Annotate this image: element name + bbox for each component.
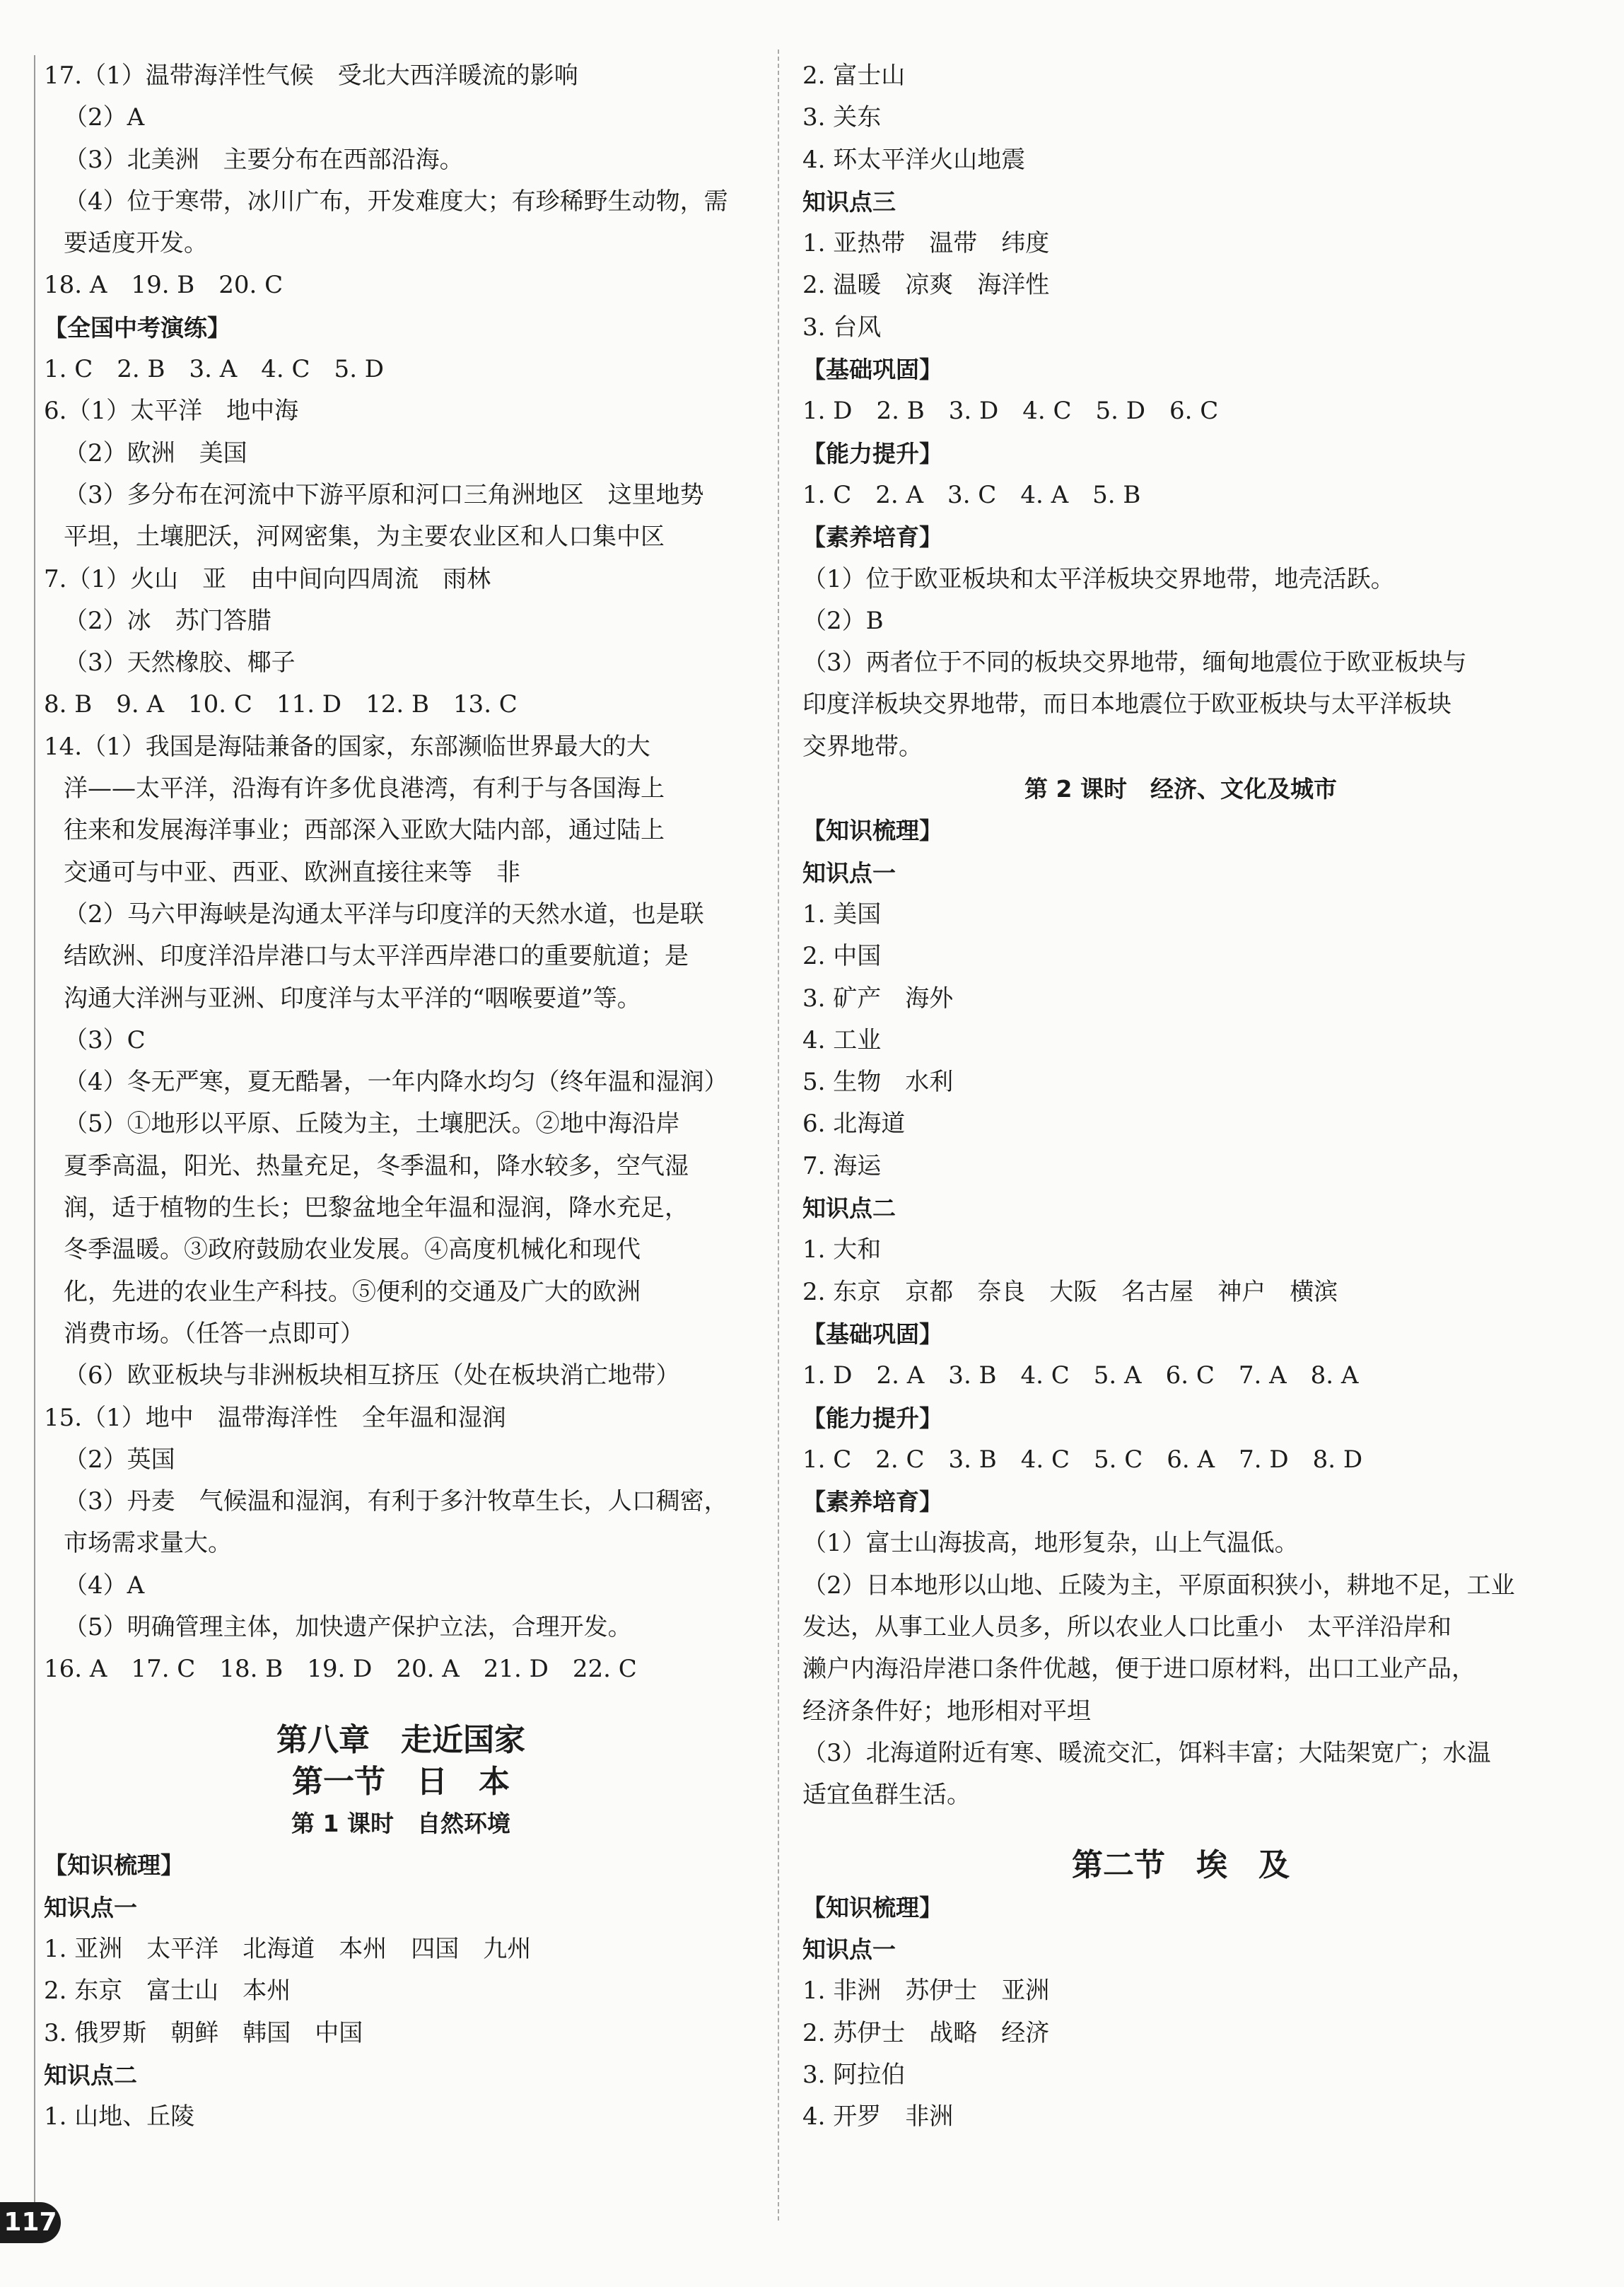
text-line: 3. 台风 bbox=[802, 313, 882, 342]
text-line: （3）北美洲 主要分布在西部沿海。 bbox=[64, 145, 464, 174]
text-line: （6）欧亚板块与非洲板块相互挤压（处在板块消亡地带） bbox=[64, 1361, 680, 1390]
text-line: 2. 富士山 bbox=[802, 62, 906, 90]
text-line: （1）富士山海拔高，地形复杂，山上气温低。 bbox=[802, 1529, 1299, 1558]
text-line: 15.（1）地中 温带海洋性 全年温和湿润 bbox=[44, 1403, 506, 1432]
text-line: 4. 开罗 非洲 bbox=[802, 2102, 954, 2131]
text-line: 洋——太平洋，沿海有许多优良港湾，有利于与各国海上 bbox=[64, 774, 665, 803]
text-line: 【能力提升】 bbox=[802, 439, 942, 467]
text-line: 1. 亚热带 温带 纬度 bbox=[802, 229, 1050, 258]
text-line: 8. B 9. A 10. C 11. D 12. B 13. C bbox=[44, 690, 518, 719]
section-heading: 第二节 埃 及 bbox=[1072, 1847, 1290, 1884]
text-line: 消费市场。（任答一点即可） bbox=[64, 1319, 364, 1348]
section-heading: 第 1 课时 自然环境 bbox=[291, 1810, 510, 1838]
text-line: 2. 中国 bbox=[802, 942, 882, 971]
text-line: （2）B bbox=[802, 606, 884, 635]
text-line: 【知识梳理】 bbox=[44, 1851, 184, 1880]
text-line: 1. 亚洲 太平洋 北海道 本州 四国 九州 bbox=[44, 1935, 532, 1964]
text-line: 往来和发展海洋事业；西部深入亚欧大陆内部，通过陆上 bbox=[64, 816, 665, 845]
text-line: 1. C 2. B 3. A 4. C 5. D bbox=[44, 355, 385, 384]
right-column bbox=[802, 55, 1559, 2138]
spacer bbox=[802, 1816, 1559, 1844]
text-line: 1. D 2. A 3. B 4. C 5. A 6. C 7. A 8. A bbox=[802, 1361, 1359, 1390]
text-line: 4. 环太平洋火山地震 bbox=[802, 145, 1026, 174]
text-line: 6.（1）太平洋 地中海 bbox=[44, 397, 299, 426]
text-line: （2）冰 苏门答腊 bbox=[64, 606, 271, 635]
text-line: 5. 生物 水利 bbox=[802, 1068, 954, 1097]
text-line: 3. 关东 bbox=[802, 103, 882, 132]
section-heading: 第 2 课时 经济、文化及城市 bbox=[1024, 775, 1337, 803]
text-line: 【全国中考演练】 bbox=[44, 313, 230, 342]
text-line: 【基础巩固】 bbox=[802, 356, 942, 384]
column-divider bbox=[778, 50, 779, 2221]
text-line: 7.（1）火山 亚 由中间向四周流 雨林 bbox=[44, 564, 491, 593]
text-line: 润，适于植物的生长；巴黎盆地全年温和湿润，降水充足， bbox=[64, 1194, 689, 1223]
text-line: 4. 工业 bbox=[802, 1025, 882, 1054]
text-line: 知识点一 bbox=[802, 859, 896, 887]
text-line: 1. 大和 bbox=[802, 1235, 882, 1264]
text-line: （4）位于寒带，冰川广布，开发难度大；有珍稀野生动物，需 bbox=[64, 187, 728, 216]
text-line: 交通可与中亚、西亚、欧洲直接往来等 非 bbox=[64, 858, 520, 887]
text-line: 【能力提升】 bbox=[802, 1404, 942, 1432]
left-column bbox=[44, 55, 758, 2138]
text-line: 结欧洲、印度洋沿岸港口与太平洋西岸港口的重要航道；是 bbox=[64, 942, 689, 971]
text-line: 【素养培育】 bbox=[802, 523, 942, 552]
text-line: 2. 东京 富士山 本州 bbox=[44, 1977, 291, 2006]
text-line: 沟通大洋洲与亚洲、印度洋与太平洋的“咽喉要道”等。 bbox=[64, 984, 641, 1013]
text-line: 【知识梳理】 bbox=[802, 817, 942, 845]
text-line: 知识点二 bbox=[802, 1194, 896, 1223]
text-line: （2）A bbox=[64, 103, 145, 132]
text-line: （3）两者位于不同的板块交界地带，缅甸地震位于欧亚板块与 bbox=[802, 648, 1467, 677]
page-number: 117 bbox=[0, 2202, 61, 2243]
text-line: （3）C bbox=[64, 1025, 146, 1054]
text-line: （2）欧洲 美国 bbox=[64, 438, 247, 467]
text-line: 知识点一 bbox=[802, 1936, 896, 1964]
text-line: 3. 俄罗斯 朝鲜 韩国 中国 bbox=[44, 2018, 363, 2047]
text-line: 化，先进的农业生产科技。⑤便利的交通及广大的欧洲 bbox=[64, 1277, 641, 1306]
text-line: 适宜鱼群生活。 bbox=[802, 1781, 971, 1810]
text-line: 【知识梳理】 bbox=[802, 1893, 942, 1921]
text-line: 6. 北海道 bbox=[802, 1110, 906, 1139]
text-line: 濑户内海沿岸港口条件优越，便于进口原材料，出口工业产品， bbox=[802, 1655, 1476, 1684]
text-line: 交界地带。 bbox=[802, 732, 923, 761]
text-line: （5）①地形以平原、丘陵为主，土壤肥沃。②地中海沿岸 bbox=[64, 1110, 680, 1139]
text-line: 知识点一 bbox=[44, 1893, 137, 1921]
text-line: 夏季高温，阳光、热量充足，冬季温和，降水较多，空气湿 bbox=[64, 1151, 689, 1180]
section-heading: 第八章 走近国家 bbox=[276, 1721, 525, 1758]
text-line: 1. C 2. A 3. C 4. A 5. B bbox=[802, 480, 1141, 509]
text-line: 17.（1）温带海洋性气候 受北大西洋暖流的影响 bbox=[44, 62, 578, 90]
text-line: 印度洋板块交界地带，而日本地震位于欧亚板块与太平洋板块 bbox=[802, 690, 1451, 719]
text-line: 平坦，土壤肥沃，河网密集，为主要农业区和人口集中区 bbox=[64, 523, 665, 552]
text-line: 经济条件好；地形相对平坦 bbox=[802, 1697, 1091, 1726]
section-heading: 第一节 日 本 bbox=[292, 1763, 510, 1800]
text-line: 1. 非洲 苏伊士 亚洲 bbox=[802, 1977, 1050, 2006]
text-line: （5）明确管理主体，加快遗产保护立法，合理开发。 bbox=[64, 1612, 632, 1641]
text-line: 冬季温暖。③政府鼓励农业发展。④高度机械化和现代 bbox=[64, 1235, 641, 1264]
text-line: 【基础巩固】 bbox=[802, 1320, 942, 1348]
text-line: （2）英国 bbox=[64, 1445, 175, 1474]
text-line: （3）天然橡胶、椰子 bbox=[64, 648, 296, 677]
text-line: 3. 阿拉伯 bbox=[802, 2060, 906, 2089]
text-line: 1. 山地、丘陵 bbox=[44, 2102, 195, 2131]
text-line: （1）位于欧亚板块和太平洋板块交界地带，地壳活跃。 bbox=[802, 564, 1395, 593]
text-line: （2）日本地形以山地、丘陵为主，平原面积狭小，耕地不足，工业 bbox=[802, 1571, 1515, 1600]
text-line: 14.（1）我国是海陆兼备的国家，东部濒临世界最大的大 bbox=[44, 732, 650, 761]
text-line: 1. 美国 bbox=[802, 900, 882, 929]
text-line: 1. D 2. B 3. D 4. C 5. D 6. C bbox=[802, 397, 1219, 426]
spacer bbox=[44, 1691, 758, 1719]
text-line: （3）丹麦 气候温和湿润，有利于多汁牧草生长，人口稠密， bbox=[64, 1487, 728, 1516]
text-line: 16. A 17. C 18. B 19. D 20. A 21. D 22. C bbox=[44, 1655, 637, 1684]
text-line: 1. C 2. C 3. B 4. C 5. C 6. A 7. D 8. D bbox=[802, 1445, 1363, 1474]
text-line: （2）马六甲海峡是沟通太平洋与印度洋的天然水道，也是联 bbox=[64, 900, 704, 929]
text-line: 发达，从事工业人员多，所以农业人口比重小 太平洋沿岸和 bbox=[802, 1612, 1451, 1641]
text-line: 知识点二 bbox=[44, 2061, 137, 2089]
text-line: 2. 苏伊士 战略 经济 bbox=[802, 2018, 1050, 2047]
text-line: 7. 海运 bbox=[802, 1151, 882, 1180]
text-line: （4）冬无严寒，夏无酷暑，一年内降水均匀（终年温和湿润） bbox=[64, 1068, 728, 1097]
text-line: 18. A 19. B 20. C bbox=[44, 271, 284, 300]
text-line: （3）多分布在河流中下游平原和河口三角洲地区 这里地势 bbox=[64, 480, 704, 509]
text-line: 2. 东京 京都 奈良 大阪 名古屋 神户 横滨 bbox=[802, 1277, 1338, 1306]
text-line: 市场需求量大。 bbox=[64, 1529, 232, 1558]
left-margin-rule bbox=[34, 55, 35, 2219]
text-line: 知识点三 bbox=[802, 187, 896, 216]
text-line: 2. 温暖 凉爽 海洋性 bbox=[802, 271, 1050, 300]
text-line: 要适度开发。 bbox=[64, 229, 208, 258]
text-line: （4）A bbox=[64, 1571, 145, 1600]
text-line: 【素养培育】 bbox=[802, 1488, 942, 1516]
text-line: 3. 矿产 海外 bbox=[802, 984, 954, 1013]
text-line: （3）北海道附近有寒、暖流交汇，饵料丰富；大陆架宽广；水温 bbox=[802, 1738, 1491, 1767]
